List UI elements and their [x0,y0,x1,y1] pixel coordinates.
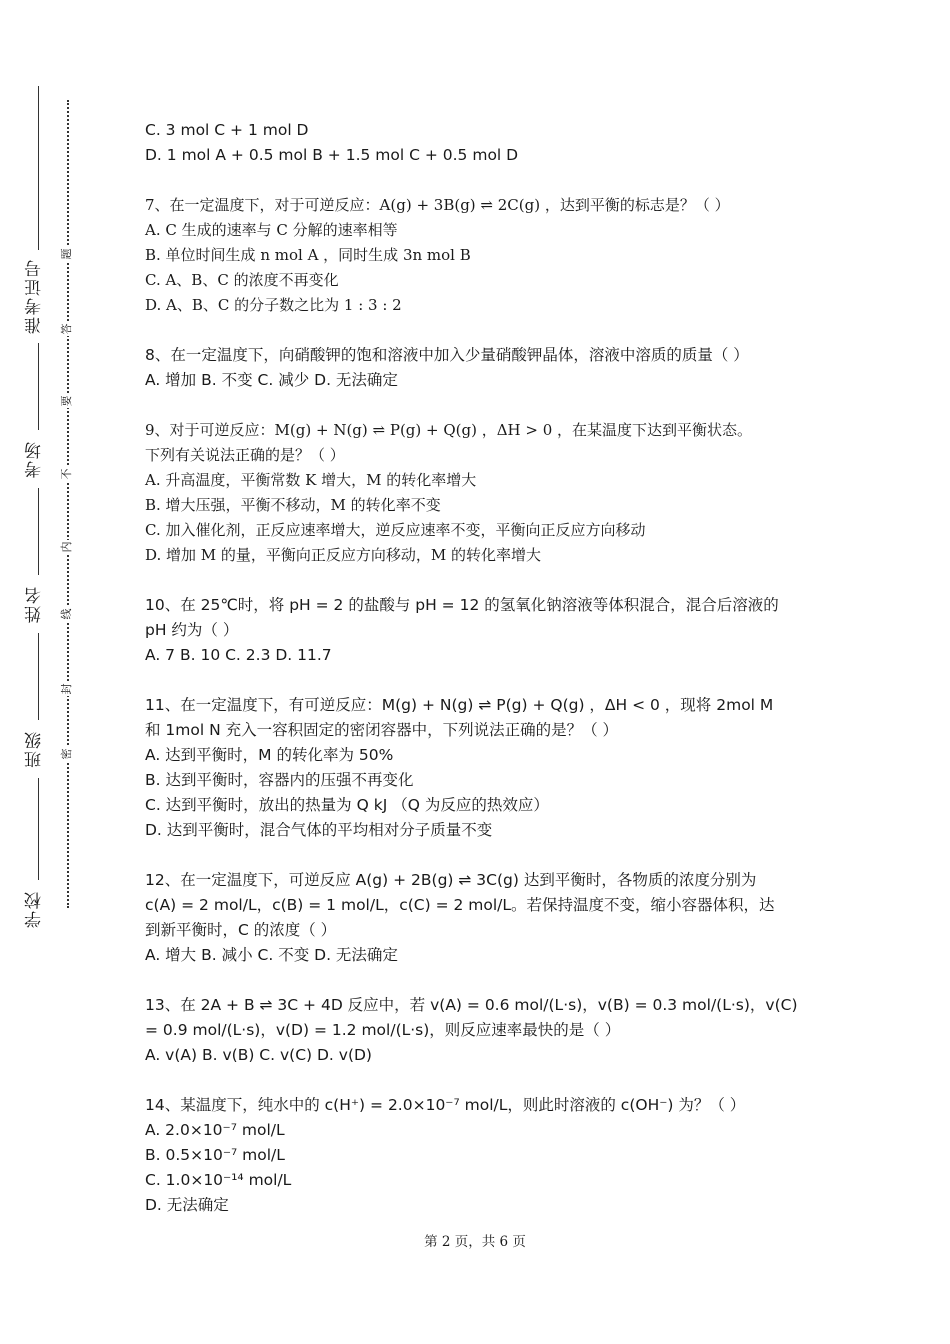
question-stem-line: 下列有关说法正确的是？（ ） [145,446,345,464]
binding-margin [0,0,90,1344]
question-stem-line: 12、在一定温度下，可逆反应 A(g) + 2B(g) ⇌ 3C(g) 达到平衡时，各物质的浓度分别为 [145,871,757,889]
answer-option: C. A、B、C 的浓度不再变化 [145,271,339,289]
question-stem-line: 8、在一定温度下，向硝酸钾的饱和溶液中加入少量硝酸钾晶体，溶液中溶质的质量（ ） [145,346,749,364]
question-q13 [145,993,815,1068]
answer-option: A. 增加 B. 不变 C. 减少 D. 无法确定 [145,371,398,389]
answer-option: B. 0.5×10⁻⁷ mol/L [145,1146,285,1164]
seal-dotted-line [67,100,69,908]
answer-option: C. 3 mol C + 1 mol D [145,121,309,139]
answer-option: B. 单位时间生成 n mol A ，同时生成 3n mol B [145,246,471,264]
page-number: 第 2 页，共 6 页 [424,1234,526,1250]
answer-option: C. 1.0×10⁻¹⁴ mol/L [145,1171,292,1189]
answer-option: C. 达到平衡时，放出的热量为 Q kJ （Q 为反应的热效应） [145,796,549,814]
question-q7 [145,193,815,318]
seal-character: 内 [58,540,76,554]
answer-option: A. 升高温度，平衡常数 K 增大，M 的转化率增大 [145,471,477,489]
binding-field-label: 准考证号 [22,250,54,343]
question-stem-line: = 0.9 mol/(L·s)，v(D) = 1.2 mol/(L·s)，则反应速率最快的是（ ） [145,1021,621,1039]
binding-field-label: 学校 [22,880,54,938]
answer-option: B. 增大压强，平衡不移动，M 的转化率不变 [145,496,441,514]
question-q9 [145,418,815,568]
seal-character: 线 [58,607,76,621]
answer-option: D. 增加 M 的量，平衡向正反应方向移动，M 的转化率增大 [145,546,542,564]
answer-option: A. 增大 B. 减小 C. 不变 D. 无法确定 [145,946,398,964]
answer-option: A. 7 B. 10 C. 2.3 D. 11.7 [145,646,332,664]
question-stem-line: 7、在一定温度下，对于可逆反应：A(g) + 3B(g) ⇌ 2C(g) ，达到平衡的标志是？（ ） [145,196,730,214]
question-stem-line: 10、在 25℃时，将 pH = 2 的盐酸与 pH = 12 的氢氧化钠溶液等体积混合，混合后溶液的 [145,596,779,614]
question-q12 [145,868,815,968]
seal-character: 不 [58,467,76,481]
answer-option: D. 1 mol A + 0.5 mol B + 1.5 mol C + 0.5 mol D [145,146,519,164]
answer-option: A. v(A) B. v(B) C. v(C) D. v(D) [145,1046,372,1064]
seal-character: 题 [58,247,76,261]
question-stem-line: c(A) = 2 mol/L，c(B) = 1 mol/L，c(C) = 2 mol/L。若保持温度不变，缩小容器体积，达 [145,896,775,914]
question-stem-line: 14、某温度下，纯水中的 c(H⁺) = 2.0×10⁻⁷ mol/L，则此时溶液的 c(OH⁻) 为？（ ） [145,1096,746,1114]
question-stem-line: 到新平衡时，C 的浓度（ ） [145,921,337,939]
question-stem-line: pH 约为（ ） [145,621,239,639]
answer-option: D. 无法确定 [145,1196,229,1214]
question-q10 [145,593,815,668]
seal-character: 密 [58,747,76,761]
answer-option: D. 达到平衡时，混合气体的平均相对分子质量不变 [145,821,493,839]
seal-character: 封 [58,682,76,696]
seal-character: 要 [58,394,76,408]
question-stem-line: 13、在 2A + B ⇌ 3C + 4D 反应中，若 v(A) = 0.6 mol/(L·s)，v(B) = 0.3 mol/(L·s)，v(C) [145,996,798,1014]
answer-option: C. 加入催化剂，正反应速率增大，逆反应速率不变，平衡向正反应方向移动 [145,521,646,539]
binding-field-label: 班级 [22,720,54,778]
question-stem-line: 9、对于可逆反应：M(g) + N(g) ⇌ P(g) + Q(g) ，ΔH > 0 ，在某温度下达到平衡状态。 [145,421,753,439]
question-q8 [145,343,815,393]
answer-option: A. 达到平衡时，M 的转化率为 50% [145,746,394,764]
answer-option: A. C 生成的速率与 C 分解的速率相等 [145,221,398,239]
binding-rule [38,86,39,926]
seal-character: 答 [58,322,76,336]
binding-field-label: 考场 [22,430,54,488]
question-list [145,118,815,1243]
question-stem-line: 和 1mol N 充入一容积固定的密闭容器中，下列说法正确的是？（ ） [145,721,619,739]
answer-option: D. A、B、C 的分子数之比为 1 : 3 : 2 [145,296,402,314]
answer-option: A. 2.0×10⁻⁷ mol/L [145,1121,285,1139]
question-q11 [145,693,815,843]
question-stem-line: 11、在一定温度下，有可逆反应：M(g) + N(g) ⇌ P(g) + Q(g) ，ΔH < 0 ，现将 2mol M [145,696,774,714]
binding-field-label: 姓名 [22,575,54,633]
question-q6-tail [145,118,815,168]
answer-option: B. 达到平衡时，容器内的压强不再变化 [145,771,414,789]
question-q14 [145,1093,815,1218]
